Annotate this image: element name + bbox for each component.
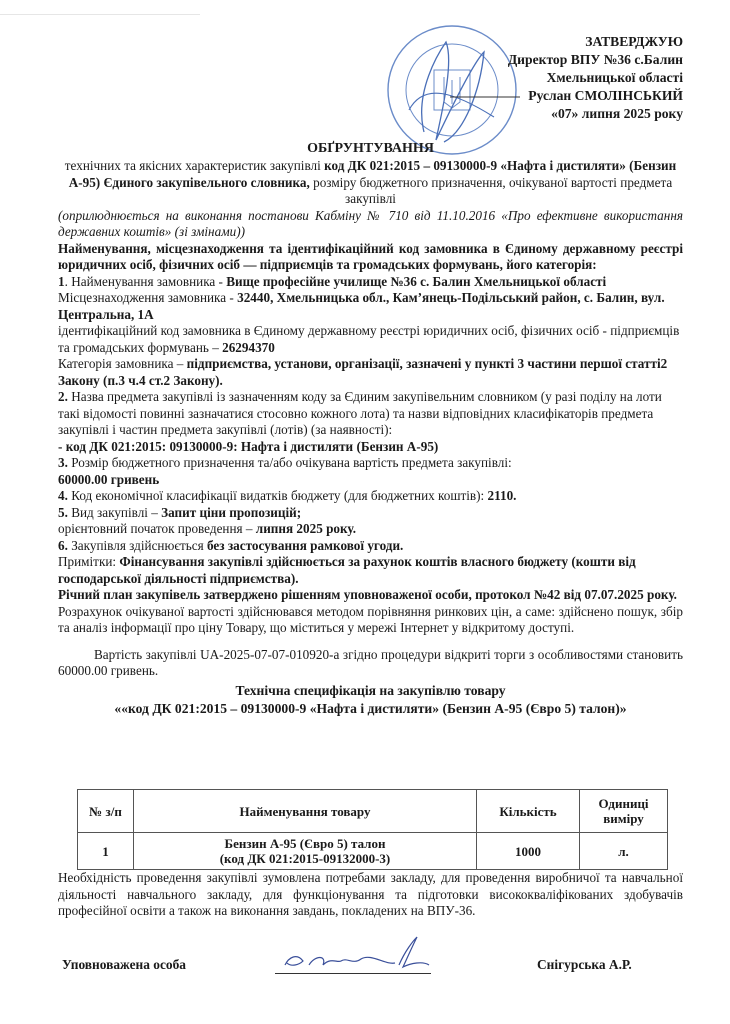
- col-quantity: Кількість: [477, 790, 580, 833]
- start-label: орієнтовний початок проведення –: [58, 521, 256, 536]
- procurement-cost: Вартість закупівлі UA-2025-07-07-010920-a згідно процедури відкриті торги з особливостями становить 60000.00 гривень.: [58, 646, 683, 678]
- item-1: [58, 274, 683, 291]
- col-number: № з/п: [78, 790, 134, 833]
- customer-code: [58, 323, 683, 356]
- document-title: ОБҐРУНТУВАННЯ: [307, 141, 434, 156]
- code-label: ідентифікаційний код замовника в Єдиному державному реєстрі юридичних осіб, фізичних осіб - підприємців та громадських формувань –: [58, 323, 680, 355]
- signer-role: Уповноважена особа: [62, 957, 186, 972]
- item-1-number: 1: [58, 273, 65, 289]
- location-label: Місцезнаходження замовника -: [58, 290, 238, 305]
- row-unit: л.: [580, 833, 668, 870]
- document-body: [58, 140, 683, 718]
- approval-block: [508, 33, 683, 123]
- row-number: 1: [78, 833, 134, 870]
- item-6-text: Закупівля здійснюється: [67, 537, 207, 553]
- item-2-number: 2.: [58, 389, 68, 404]
- economic-code: 2110.: [487, 488, 517, 503]
- start-date: [58, 521, 683, 538]
- legal-note: (оприлюднюється на виконання постанови Кабміну № 710 від 11.10.2016 «Про ефективне використання державних коштів» (зі змінами)): [58, 207, 683, 239]
- scan-edge-line: [0, 14, 200, 15]
- item-5-text: Вид закупівлі –: [67, 504, 162, 520]
- notes-value: Фінансування закупівлі здійснюється за рахунок коштів власного бюджету (кошти від господарської діяльності підприємства).: [58, 554, 636, 586]
- category-label: Категорія замовника –: [58, 356, 187, 371]
- section-header: Найменування, місцезнаходження та ідентифікаційний код замовника в Єдиному державному реєстрі юридичних осіб, фізичних осіб — підприємців та громадських формувань, його категорія:: [58, 240, 683, 272]
- row-name-line1: Бензин А-95 (Євро 5) талон: [224, 836, 386, 851]
- approval-director-name: Руслан СМОЛІНСЬКИЙ: [528, 88, 683, 103]
- approval-region: Хмельницької області: [546, 70, 683, 85]
- subtitle-bold: код ДК 021:2015 – 09130000-9 «Нафта і дистиляти» (Бензин А-95) Єдиного закупівельного словника,: [68, 158, 677, 190]
- notes: [58, 554, 683, 587]
- customer-location: [58, 290, 683, 323]
- item-6-number: 6.: [58, 537, 68, 553]
- item-2-text: Назва предмета закупівлі із зазначенням коду за Єдиним закупівельним словником (у разі поділу на лоти такі відомості повинні зазначатися стосовно кожного лота) та назви відповідних класифікаторів предмета закупівлі і частин предмета закупівлі (лотів) (за наявності):: [58, 389, 662, 437]
- row-name-line2: (код ДК 021:2015-09132000-3): [219, 851, 391, 866]
- procurement-type: Запит ціни пропозицій;: [161, 504, 302, 520]
- spec-subtitle: ««код ДК 021:2015 – 09130000-9 «Нафта і дистиляти» (Бензин А-95 (Євро 5) талон)»: [114, 700, 627, 716]
- subtitle-tail: розміру бюджетного призначення, очікуваної вартості предмета закупівлі: [309, 174, 673, 206]
- handwritten-signature-icon: [275, 935, 431, 974]
- approval-position: Директор ВПУ №36 с.Балин: [507, 52, 683, 67]
- spec-table: [77, 789, 668, 870]
- approval-heading: ЗАТВЕРДЖУЮ: [585, 34, 683, 49]
- item-4-number: 4.: [58, 488, 68, 503]
- item-1-label: . Найменування замовника -: [64, 273, 227, 289]
- col-unit: Одиниці виміру: [580, 790, 668, 833]
- signer-name: Снігурська А.Р.: [537, 957, 632, 972]
- item-3: [58, 455, 683, 472]
- col-name: Найменування товару: [134, 790, 477, 833]
- category-value: підприємства, установи, організації, зазначені у пункті 3 частини першої статті2 Закону (п.3 ч.4 ст.2 Закону).: [58, 356, 668, 388]
- cost-calculation: Розрахунок очікуваної вартості здійснювався методом порівняння ринкових цін, а саме: здійснено пошук, збір та аналіз інформації про ціну Товару, що міститься у мережі Інтернет у відкритому доступі.: [58, 603, 683, 635]
- approval-date: «07» липня 2025 року: [551, 106, 683, 121]
- item-4: [58, 488, 683, 505]
- customer-name: Вище професійне училище №36 с. Балин Хмельницької області: [226, 273, 607, 289]
- framework-note: без застосування рамкової угоди.: [207, 537, 404, 553]
- start-value: липня 2025 року.: [255, 521, 357, 536]
- item-5-number: 5.: [58, 504, 68, 520]
- document-subtitle: [58, 158, 683, 208]
- notes-label: Примітки:: [58, 554, 120, 569]
- spec-title: Технічна специфікація на закупівлю товару: [235, 682, 506, 698]
- row-quantity: 1000: [477, 833, 580, 870]
- item-6: [58, 538, 683, 555]
- item-2: [58, 389, 683, 439]
- code-value: 26294370: [222, 339, 275, 355]
- row-name: [134, 833, 477, 870]
- annual-plan: Річний план закупівель затверджено рішенням уповноваженої особи, протокол №42 від 07.07.2025 року.: [58, 587, 677, 602]
- customer-category: [58, 356, 683, 389]
- item-4-text: Код економічної класифікації видатків бюджету (для бюджетних коштів):: [67, 488, 488, 503]
- table-row: [78, 833, 668, 870]
- item-2-value: - код ДК 021:2015: 09130000-9: Нафта і дистиляти (Бензин А-95): [58, 438, 439, 454]
- location-value: 32440, Хмельницька обл., Кам’янець-Подільський район, с. Балин, вул. Центральна, 1А: [58, 290, 665, 322]
- official-stamp-icon: [384, 22, 520, 158]
- item-5: [58, 505, 683, 522]
- item-3-number: 3.: [58, 455, 68, 470]
- subtitle-plain: технічних та якісних характеристик закупівлі: [64, 158, 325, 173]
- table-header-row: [78, 790, 668, 833]
- budget-value: 60000.00 гривень: [58, 471, 160, 487]
- item-3-text: Розмір бюджетного призначення та/або очікувана вартість предмета закупівлі:: [67, 455, 512, 470]
- justification-text: Необхідність проведення закупівлі зумовлена потребами закладу, для проведення виробничої та навчальної діяльності навчального закладу, для функціонування та підготовки висококваліфікованих здобувачів професійної освіти а також на виконання завдань, покладених на ВПУ-36.: [58, 870, 683, 918]
